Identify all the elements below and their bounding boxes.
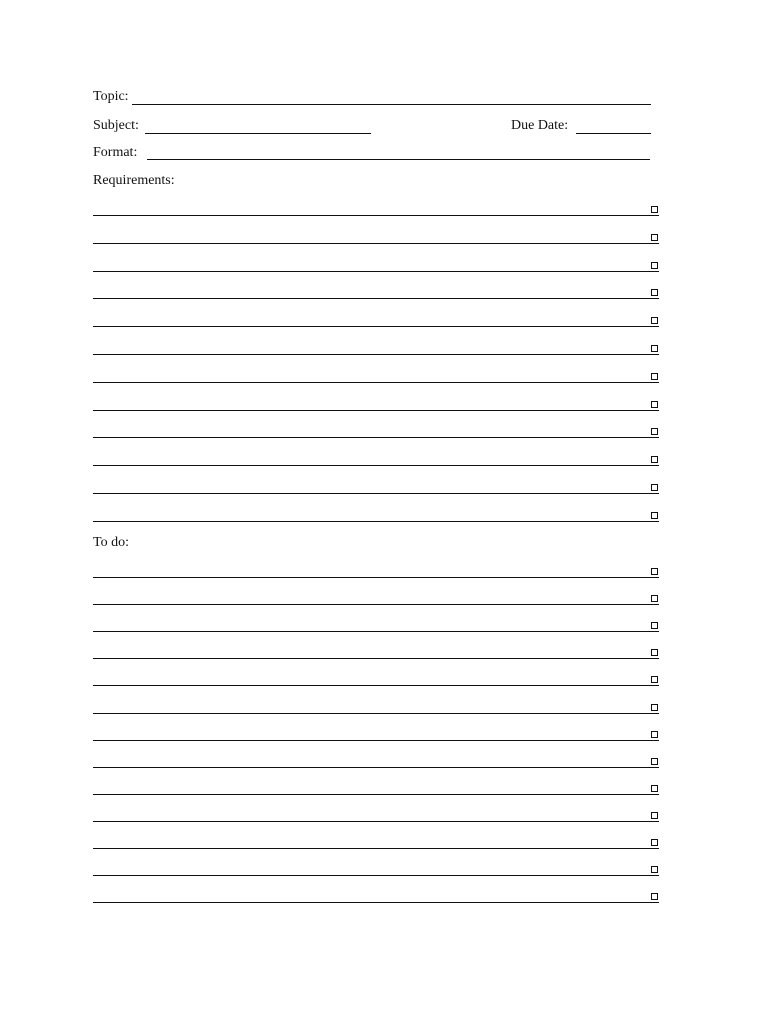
todo-line-row[interactable]	[93, 783, 659, 795]
todo-checkbox[interactable]	[651, 622, 658, 629]
requirement-checkbox[interactable]	[651, 484, 658, 491]
todo-line-row[interactable]	[93, 674, 659, 686]
requirement-checkbox[interactable]	[651, 428, 658, 435]
requirement-line-row[interactable]	[93, 399, 659, 411]
todo-heading: To do:	[93, 535, 129, 550]
requirement-line-row[interactable]	[93, 343, 659, 355]
requirement-checkbox[interactable]	[651, 234, 658, 241]
requirement-checkbox[interactable]	[651, 345, 658, 352]
todo-line-row[interactable]	[93, 756, 659, 768]
todo-write-line[interactable]	[93, 604, 659, 605]
todo-line-row[interactable]	[93, 702, 659, 714]
todo-write-line[interactable]	[93, 577, 659, 578]
requirement-write-line[interactable]	[93, 410, 659, 411]
requirement-line-row[interactable]	[93, 315, 659, 327]
todo-line-row[interactable]	[93, 593, 659, 605]
topic-label: Topic:	[93, 89, 129, 104]
requirement-checkbox[interactable]	[651, 289, 658, 296]
requirement-write-line[interactable]	[93, 493, 659, 494]
topic-field-line[interactable]	[132, 104, 651, 105]
todo-checkbox[interactable]	[651, 893, 658, 900]
requirement-write-line[interactable]	[93, 326, 659, 327]
todo-checkbox[interactable]	[651, 649, 658, 656]
requirement-line-row[interactable]	[93, 454, 659, 466]
requirements-heading: Requirements:	[93, 173, 175, 188]
todo-line-row[interactable]	[93, 620, 659, 632]
todo-checkbox[interactable]	[651, 704, 658, 711]
todo-write-line[interactable]	[93, 631, 659, 632]
format-field-line[interactable]	[147, 159, 650, 160]
requirement-line-row[interactable]	[93, 510, 659, 522]
todo-write-line[interactable]	[93, 740, 659, 741]
requirement-line-row[interactable]	[93, 287, 659, 299]
todo-checkbox[interactable]	[651, 731, 658, 738]
todo-write-line[interactable]	[93, 713, 659, 714]
todo-line-row[interactable]	[93, 891, 659, 903]
requirement-checkbox[interactable]	[651, 456, 658, 463]
todo-checkbox[interactable]	[651, 568, 658, 575]
subject-label: Subject:	[93, 118, 139, 133]
todo-line-row[interactable]	[93, 864, 659, 876]
requirement-checkbox[interactable]	[651, 401, 658, 408]
due-date-field-line[interactable]	[576, 133, 651, 134]
requirement-line-row[interactable]	[93, 260, 659, 272]
requirement-line-row[interactable]	[93, 371, 659, 383]
todo-checkbox[interactable]	[651, 839, 658, 846]
todo-write-line[interactable]	[93, 848, 659, 849]
requirement-line-row[interactable]	[93, 232, 659, 244]
requirement-write-line[interactable]	[93, 298, 659, 299]
due-date-label: Due Date:	[511, 118, 569, 133]
requirement-write-line[interactable]	[93, 243, 659, 244]
todo-line-row[interactable]	[93, 647, 659, 659]
todo-checkbox[interactable]	[651, 758, 658, 765]
requirement-line-row[interactable]	[93, 482, 659, 494]
todo-checkbox[interactable]	[651, 595, 658, 602]
requirement-write-line[interactable]	[93, 354, 659, 355]
requirement-checkbox[interactable]	[651, 317, 658, 324]
todo-write-line[interactable]	[93, 821, 659, 822]
subject-field-line[interactable]	[145, 133, 371, 134]
requirement-checkbox[interactable]	[651, 206, 658, 213]
todo-write-line[interactable]	[93, 685, 659, 686]
todo-write-line[interactable]	[93, 794, 659, 795]
todo-checkbox[interactable]	[651, 676, 658, 683]
todo-write-line[interactable]	[93, 902, 659, 903]
requirement-line-row[interactable]	[93, 426, 659, 438]
todo-line-row[interactable]	[93, 729, 659, 741]
requirement-write-line[interactable]	[93, 382, 659, 383]
requirement-write-line[interactable]	[93, 437, 659, 438]
requirement-write-line[interactable]	[93, 215, 659, 216]
requirement-checkbox[interactable]	[651, 373, 658, 380]
requirement-checkbox[interactable]	[651, 262, 658, 269]
requirement-line-row[interactable]	[93, 204, 659, 216]
todo-line-row[interactable]	[93, 810, 659, 822]
requirement-write-line[interactable]	[93, 465, 659, 466]
todo-line-row[interactable]	[93, 837, 659, 849]
todo-write-line[interactable]	[93, 767, 659, 768]
requirement-write-line[interactable]	[93, 521, 659, 522]
todo-line-row[interactable]	[93, 566, 659, 578]
todo-checkbox[interactable]	[651, 812, 658, 819]
todo-checkbox[interactable]	[651, 866, 658, 873]
todo-checkbox[interactable]	[651, 785, 658, 792]
todo-write-line[interactable]	[93, 658, 659, 659]
requirement-checkbox[interactable]	[651, 512, 658, 519]
format-label: Format:	[93, 145, 138, 160]
requirement-write-line[interactable]	[93, 271, 659, 272]
todo-write-line[interactable]	[93, 875, 659, 876]
